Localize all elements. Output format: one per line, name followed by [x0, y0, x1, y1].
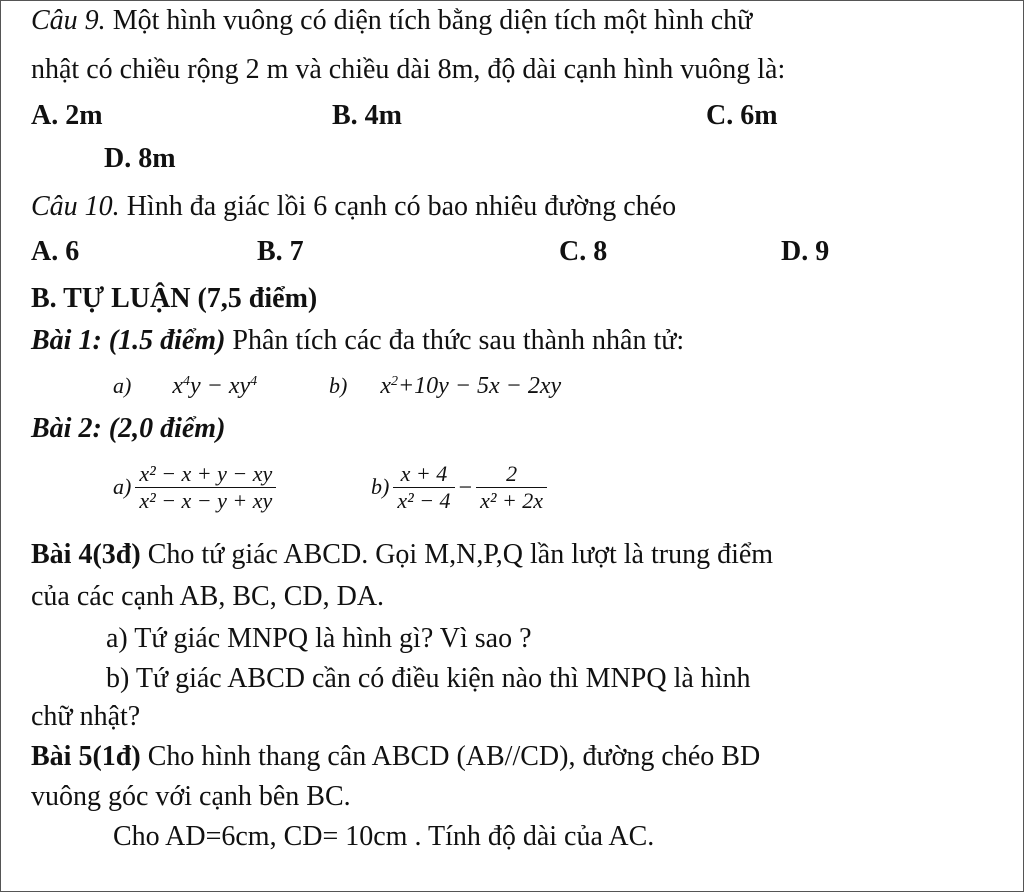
bai1-text: Phân tích các đa thức sau thành nhân tử:: [225, 325, 685, 356]
bai5-text1: Cho hình thang cân ABCD (AB//CD), đường chéo BD: [140, 741, 761, 772]
bai1-b-label: b): [329, 373, 348, 398]
q10-option-b: B. 7: [257, 236, 304, 267]
bai2-b-fraction-2: $\frac{2}{\text{x² + 2x}}$: [476, 461, 547, 514]
bai1-b-expression: $x^2+10y - 5x - 2xy$: [380, 373, 562, 399]
bai5-line2: vuông góc với cạnh bên BC.: [31, 781, 351, 812]
bai4-line2: của các cạnh AB, BC, CD, DA.: [31, 581, 385, 612]
bai2-label: Bài 2: (2,0 điểm): [31, 413, 226, 444]
bai4-line1: [31, 537, 773, 573]
q9-line2: nhật có chiều rộng 2 m và chiều dài 8m, độ dài cạnh hình vuông là:: [31, 54, 786, 85]
bai5-line3: Cho AD=6cm, CD= 10cm . Tính độ dài của AC.: [113, 821, 655, 852]
q9-option-d: D. 8m: [104, 143, 176, 174]
bai4-part-b-line2: chữ nhật?: [31, 701, 141, 732]
bai1-label: Bài 1: (1.5 điểm): [31, 325, 226, 356]
q10-label: Câu 10.: [31, 191, 120, 222]
bai2-part-b: [371, 461, 547, 514]
section-b-heading: B. TỰ LUẬN (7,5 điểm): [31, 283, 318, 314]
q10-text: Hình đa giác lồi 6 cạnh có bao nhiêu đường chéo: [119, 191, 677, 222]
bai1-line: [31, 323, 684, 359]
bai2-b-label: b): [371, 473, 390, 499]
bai1-a-label: a): [113, 373, 132, 398]
bai2-a-label: a): [113, 473, 132, 499]
q9-option-c: C. 6m: [706, 100, 778, 131]
q9-line1: [31, 3, 752, 39]
bai2-b-fraction-1: $\frac{x + 4}{\text{x² − 4}}$: [393, 461, 454, 514]
bai1-part-a: [113, 367, 257, 404]
q10-line: [31, 189, 676, 225]
q10-option-d: D. 9: [781, 236, 830, 267]
bai4-part-b-line1: b) Tứ giác ABCD cần có điều kiện nào thì MNPQ là hình: [106, 663, 751, 694]
q9-text1: Một hình vuông có diện tích bằng diện tích một hình chữ: [105, 5, 753, 36]
bai5-label: Bài 5(1đ): [31, 741, 141, 772]
bai2-b-minus: −: [458, 474, 473, 501]
q9-option-b: B. 4m: [332, 100, 402, 131]
q9-option-a: A. 2m: [31, 100, 103, 131]
bai2-a-fraction: $\frac{\text{x² − x + y − xy}}{\text{x² − x − y + xy}}$: [135, 461, 276, 514]
q10-option-c: C. 8: [559, 236, 608, 267]
q9-label: Câu 9.: [31, 5, 106, 36]
bai1-a-expression: $x^4y - xy^4$: [172, 373, 258, 399]
bai4-text1: Cho tứ giác ABCD. Gọi M,N,P,Q lần lượt là trung điểm: [140, 539, 774, 570]
bai2-part-a: [113, 461, 276, 514]
bai1-part-b: [329, 367, 561, 404]
q10-option-a: A. 6: [31, 236, 80, 267]
bai5-line1: [31, 739, 760, 775]
bai4-part-a: a) Tứ giác MNPQ là hình gì? Vì sao ?: [106, 623, 532, 654]
bai4-label: Bài 4(3đ): [31, 539, 141, 570]
